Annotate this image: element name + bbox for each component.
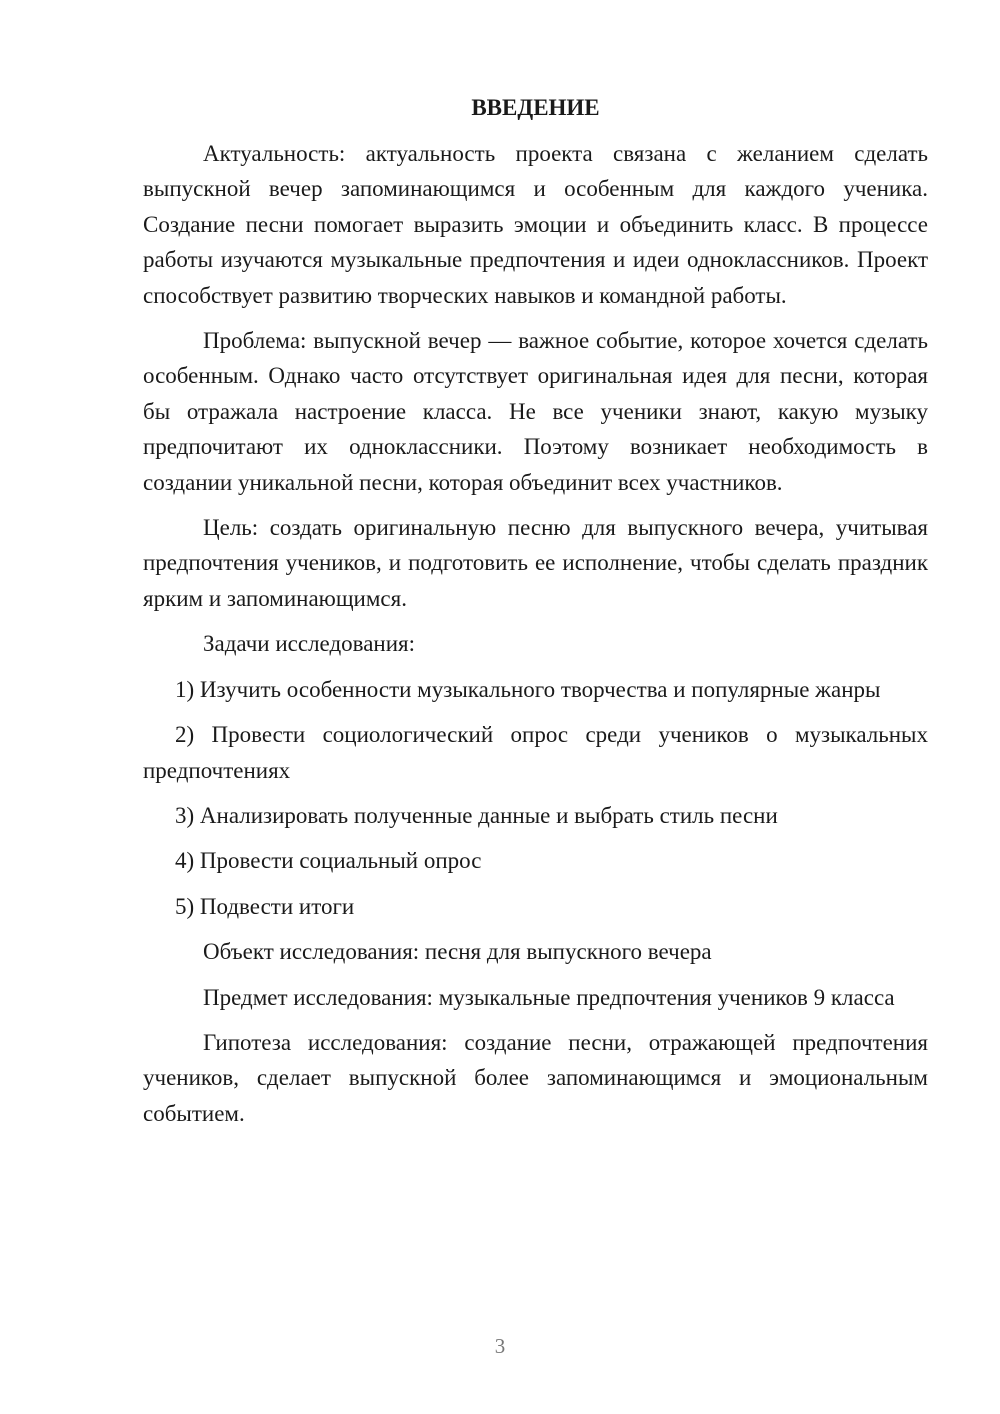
page-number: 3 (494, 1334, 506, 1358)
task-item-1: 1) Изучить особенности музыкального творчества и популярные жанры (175, 676, 881, 702)
task-item-2: 2) Провести социологический опрос среди учеников о музыкальных предпочтениях (143, 722, 928, 783)
paragraph-goal: Цель: создать оригинальную песню для выпускного вечера, учитывая предпочтения учеников, и подготовить ее исполнение, чтобы сделать праздник ярким и запоминающимся. (143, 515, 928, 611)
task-item-3: 3) Анализировать полученные данные и выбрать стиль песни (175, 802, 778, 828)
paragraph-problem: Проблема: выпускной вечер — важное событие, которое хочется сделать особенным. Однако часто отсутствует оригинальная идея для песни, которая бы отражала настроение класса. Не все ученики знают, какую музыку предпочитают их одноклассники. Поэтому возникает необходимость в создании уникальной песни, которая объединит всех участников. (143, 328, 928, 495)
task-item-5: 5) Подвести итоги (175, 893, 355, 919)
paragraph-object: Объект исследования: песня для выпускного вечера (203, 939, 712, 965)
paragraph-subject: Предмет исследования: музыкальные предпочтения учеников 9 класса (203, 984, 895, 1010)
tasks-heading: Задачи исследования: (203, 631, 416, 657)
task-item-4: 4) Провести социальный опрос (175, 848, 482, 874)
document-page (143, 90, 928, 1131)
paragraph-hypothesis: Гипотеза исследования: создание песни, отражающей предпочтения учеников, сделает выпускной более запоминающимся и эмоциональным событием. (143, 1029, 928, 1126)
paragraph-relevance: Актуальность: актуальность проекта связана с желанием сделать выпускной вечер запоминающимся и особенным для каждого ученика. Создание песни помогает выразить эмоции и объединить класс. В процессе работы изучаются музыкальные предпочтения и идеи одноклассников. Проект способствует развитию творческих навыков и командной работы. (143, 141, 928, 308)
page-title: ВВЕДЕНИЕ (471, 95, 600, 120)
